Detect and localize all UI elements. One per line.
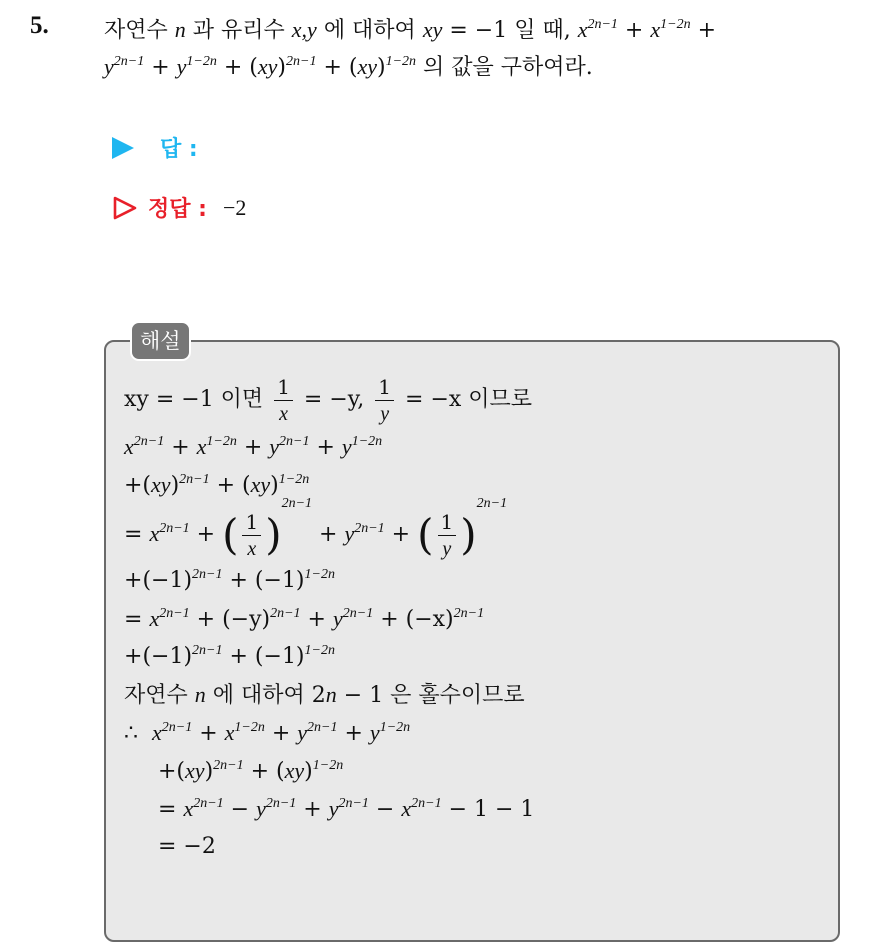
answer-row <box>112 132 198 163</box>
solution-line: $x^{2n-1} + x^{1-2n} + y^{2n-1} + y^{1-2n}$ <box>124 434 383 460</box>
solution-line: $+(-1)^{2n-1} + (-1)^{1-2n}$ <box>124 643 335 669</box>
solution-final-line: = −2 <box>158 834 216 859</box>
question-text: 자연수 n 과 유리수 x,y 에 대하여 xy = −1 일 때, $x^{2n-1} + x^{1-2n}$ + $y^{2n-1} + y^{1-2n} + (xy)^{2n-1} + (xy)^{1-2n}$ 의 값을 구하여라. <box>104 17 717 80</box>
solution-line: $+(-1)^{2n-1} + (-1)^{1-2n}$ <box>124 567 335 593</box>
solution-line: +(xy)$^{2n-1}$ + (xy)$^{1-2n}$ <box>158 758 344 784</box>
solution-content <box>124 372 534 866</box>
answer-label: 답 : <box>160 137 198 162</box>
solution-line: = $x^{2n-1}$ + ( $\frac{1}{x}$ )$^{2n-1} + y^{2n-1}$ + ( $\frac{1}{y}$ )$^{2n-1}$ <box>124 496 508 560</box>
solution-line: +(xy)$^{2n-1}$ + (xy)$^{1-2n}$ <box>124 472 310 498</box>
solution-line: ∴ $x^{2n-1} + x^{1-2n} + y^{2n-1} + y^{1-2n}$ <box>124 720 411 746</box>
correct-answer-value: −2 <box>222 194 247 220</box>
solution-line: 자연수 n 에 대하여 2n − 1 은 홀수이므로 <box>124 682 525 708</box>
correct-answer-row <box>112 192 246 223</box>
solution-line: xy = −1 이면 $\frac{1}{x}$ = −y, $\frac{1}{y}$ = −x 이므로 <box>124 374 533 425</box>
correct-answer-label: 정답 : <box>148 197 207 222</box>
solution-line: = $x^{2n-1} - y^{2n-1} + y^{2n-1} - x^{2n-1} - 1 - 1$ <box>158 796 535 822</box>
play-triangle-icon <box>112 137 134 159</box>
solution-line: = $x^{2n-1} + (-y)^{2n-1} + y^{2n-1} + (-x)^{2n-1}$ <box>124 606 485 632</box>
outline-triangle-icon <box>112 195 138 221</box>
solution-tab: 해설 <box>130 321 191 361</box>
question-number: 5. <box>30 12 49 39</box>
